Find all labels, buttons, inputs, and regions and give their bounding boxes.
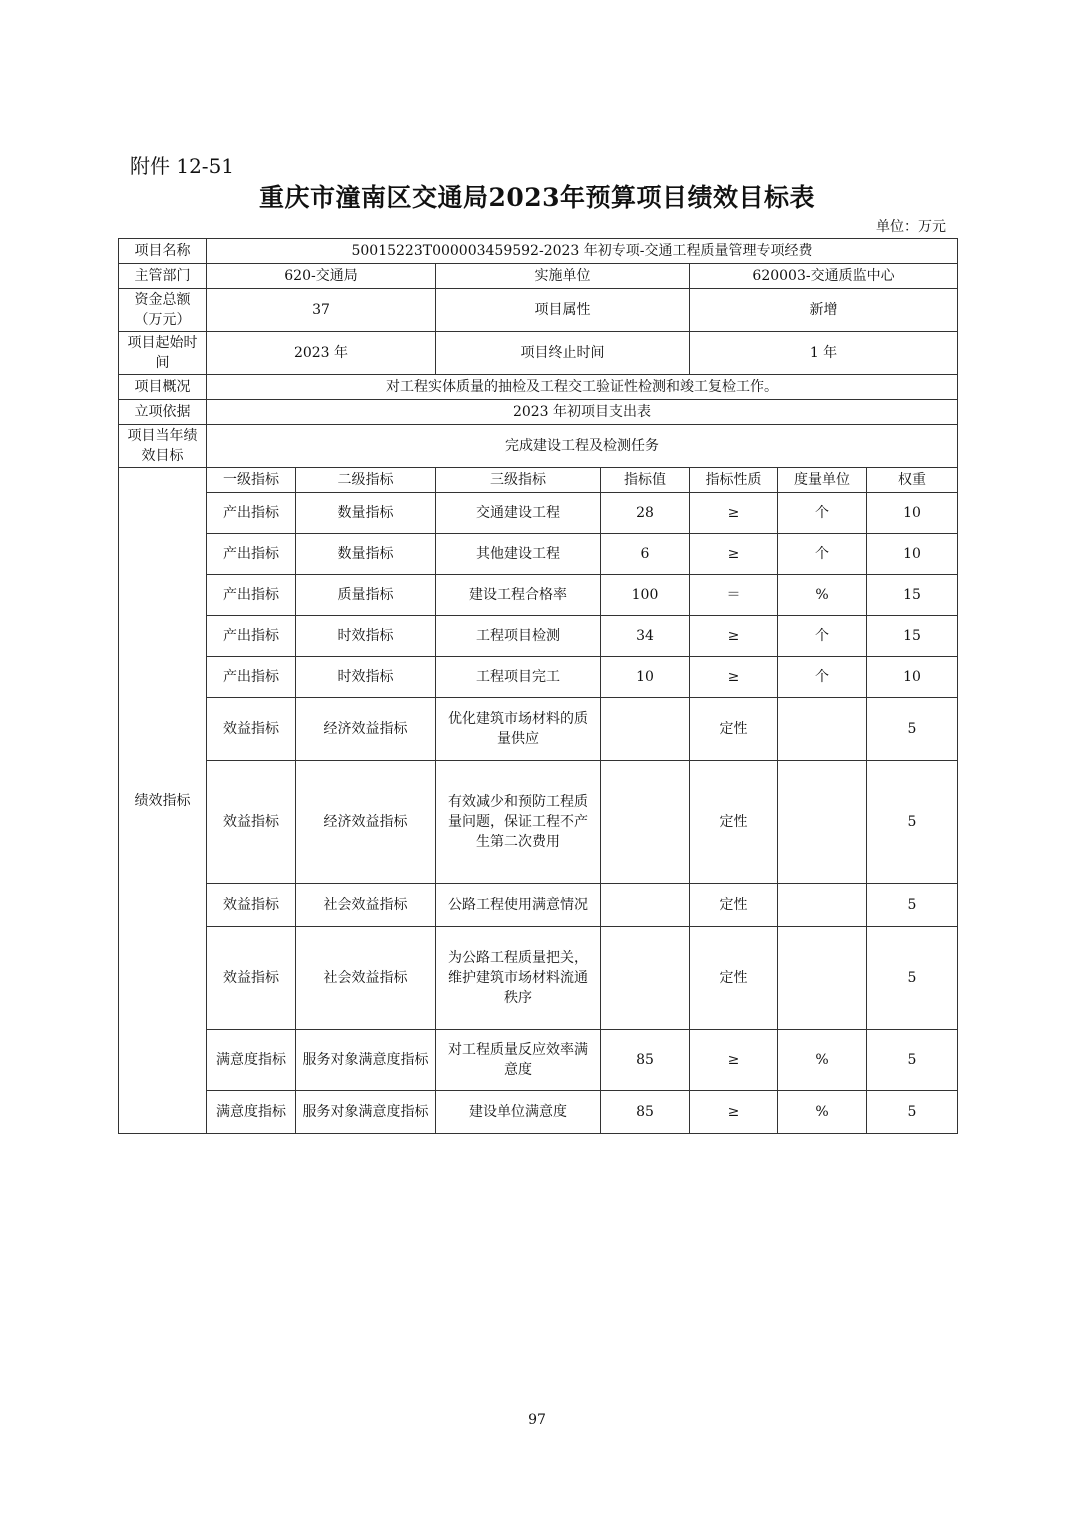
table-row xyxy=(119,657,958,698)
cell-value xyxy=(601,698,690,761)
basis-value: 2023 年初项目支出表 xyxy=(207,400,958,425)
overview-value: 对工程实体质量的抽检及工程交工验证性检测和竣工复检工作。 xyxy=(207,375,958,400)
dept-label: 主管部门 xyxy=(119,264,207,289)
cell-l3: 工程项目检测 xyxy=(436,616,601,657)
cell-nature: ≥ xyxy=(690,493,778,534)
cell-nature: ≥ xyxy=(690,657,778,698)
cell-l1: 产出指标 xyxy=(207,616,296,657)
goal-label: 项目当年绩效目标 xyxy=(119,425,207,468)
cell-l3: 优化建筑市场材料的质量供应 xyxy=(436,698,601,761)
cell-unit: 个 xyxy=(778,534,867,575)
table-row xyxy=(119,761,958,884)
cell-value xyxy=(601,884,690,927)
table-row xyxy=(119,698,958,761)
cell-l2: 服务对象满意度指标 xyxy=(296,1091,436,1134)
cell-l1: 产出指标 xyxy=(207,575,296,616)
indicators-section-label: 绩效指标 xyxy=(119,468,207,1134)
fund-label: 资金总额（万元） xyxy=(119,289,207,332)
cell-value: 28 xyxy=(601,493,690,534)
start-value: 2023 年 xyxy=(207,332,436,375)
header-weight: 权重 xyxy=(867,468,958,493)
cell-l1: 满意度指标 xyxy=(207,1030,296,1091)
table-row xyxy=(119,1030,958,1091)
cell-l1: 产出指标 xyxy=(207,534,296,575)
annex-label: 附件 12-51 xyxy=(130,154,235,178)
cell-l3: 交通建设工程 xyxy=(436,493,601,534)
cell-weight: 10 xyxy=(867,657,958,698)
impl-label: 实施单位 xyxy=(436,264,690,289)
end-value: 1 年 xyxy=(690,332,958,375)
cell-unit xyxy=(778,761,867,884)
table-row xyxy=(119,534,958,575)
header-nature: 指标性质 xyxy=(690,468,778,493)
cell-unit: % xyxy=(778,575,867,616)
cell-l3: 为公路工程质量把关，维护建筑市场材料流通秩序 xyxy=(436,927,601,1030)
project-name-label: 项目名称 xyxy=(119,239,207,264)
cell-l1: 效益指标 xyxy=(207,927,296,1030)
cell-l3: 有效减少和预防工程质量问题，保证工程不产生第二次费用 xyxy=(436,761,601,884)
cell-weight: 5 xyxy=(867,1030,958,1091)
cell-l3: 建设单位满意度 xyxy=(436,1091,601,1134)
cell-value: 10 xyxy=(601,657,690,698)
cell-l2: 数量指标 xyxy=(296,493,436,534)
fund-value: 37 xyxy=(207,289,436,332)
cell-nature: 定性 xyxy=(690,761,778,884)
impl-value: 620003-交通质监中心 xyxy=(690,264,958,289)
basis-label: 立项依据 xyxy=(119,400,207,425)
cell-value: 6 xyxy=(601,534,690,575)
cell-nature: 定性 xyxy=(690,927,778,1030)
cell-unit xyxy=(778,927,867,1030)
cell-weight: 5 xyxy=(867,927,958,1030)
attr-label: 项目属性 xyxy=(436,289,690,332)
cell-l3: 其他建设工程 xyxy=(436,534,601,575)
header-value: 指标值 xyxy=(601,468,690,493)
cell-l1: 满意度指标 xyxy=(207,1091,296,1134)
table-row xyxy=(119,927,958,1030)
cell-nature: ≥ xyxy=(690,616,778,657)
cell-l1: 效益指标 xyxy=(207,884,296,927)
cell-weight: 5 xyxy=(867,761,958,884)
cell-l1: 效益指标 xyxy=(207,761,296,884)
cell-weight: 10 xyxy=(867,534,958,575)
cell-value: 100 xyxy=(601,575,690,616)
project-name-value: 50015223T000003459592-2023 年初专项-交通工程质量管理专项经费 xyxy=(207,239,958,264)
table-row xyxy=(119,616,958,657)
cell-value: 85 xyxy=(601,1091,690,1134)
cell-unit: 个 xyxy=(778,493,867,534)
cell-unit xyxy=(778,698,867,761)
cell-weight: 5 xyxy=(867,884,958,927)
cell-l2: 经济效益指标 xyxy=(296,698,436,761)
cell-l3: 建设工程合格率 xyxy=(436,575,601,616)
cell-l2: 服务对象满意度指标 xyxy=(296,1030,436,1091)
header-unit: 度量单位 xyxy=(778,468,867,493)
cell-l1: 产出指标 xyxy=(207,493,296,534)
cell-weight: 10 xyxy=(867,493,958,534)
attr-value: 新增 xyxy=(690,289,958,332)
dept-value: 620-交通局 xyxy=(207,264,436,289)
cell-value: 85 xyxy=(601,1030,690,1091)
cell-value xyxy=(601,761,690,884)
header-l2: 二级指标 xyxy=(296,468,436,493)
table-row xyxy=(119,493,958,534)
end-label: 项目终止时间 xyxy=(436,332,690,375)
table-row xyxy=(119,575,958,616)
table-row xyxy=(119,1091,958,1134)
table-row xyxy=(119,884,958,927)
cell-l2: 时效指标 xyxy=(296,657,436,698)
cell-l2: 社会效益指标 xyxy=(296,884,436,927)
cell-weight: 5 xyxy=(867,698,958,761)
cell-unit: 个 xyxy=(778,616,867,657)
cell-nature: ≥ xyxy=(690,534,778,575)
cell-l2: 数量指标 xyxy=(296,534,436,575)
start-label: 项目起始时间 xyxy=(119,332,207,375)
overview-label: 项目概况 xyxy=(119,375,207,400)
goal-value: 完成建设工程及检测任务 xyxy=(207,425,958,468)
cell-unit xyxy=(778,884,867,927)
cell-l3: 对工程质量反应效率满意度 xyxy=(436,1030,601,1091)
cell-nature: 定性 xyxy=(690,884,778,927)
cell-l2: 经济效益指标 xyxy=(296,761,436,884)
page-title: 重庆市潼南区交通局2023年预算项目绩效目标表 xyxy=(258,183,816,212)
cell-l2: 社会效益指标 xyxy=(296,927,436,1030)
cell-l2: 质量指标 xyxy=(296,575,436,616)
cell-unit: 个 xyxy=(778,657,867,698)
cell-nature: ≥ xyxy=(690,1030,778,1091)
header-l1: 一级指标 xyxy=(207,468,296,493)
cell-l2: 时效指标 xyxy=(296,616,436,657)
unit-label: 单位：万元 xyxy=(876,219,946,235)
cell-value xyxy=(601,927,690,1030)
performance-table xyxy=(118,238,958,1134)
header-l3: 三级指标 xyxy=(436,468,601,493)
cell-value: 34 xyxy=(601,616,690,657)
cell-unit: % xyxy=(778,1091,867,1134)
page-number: 97 xyxy=(528,1412,546,1428)
cell-weight: 5 xyxy=(867,1091,958,1134)
cell-nature: ＝ xyxy=(690,575,778,616)
cell-l1: 产出指标 xyxy=(207,657,296,698)
cell-l1: 效益指标 xyxy=(207,698,296,761)
cell-nature: 定性 xyxy=(690,698,778,761)
cell-l3: 工程项目完工 xyxy=(436,657,601,698)
cell-weight: 15 xyxy=(867,616,958,657)
cell-l3: 公路工程使用满意情况 xyxy=(436,884,601,927)
cell-weight: 15 xyxy=(867,575,958,616)
cell-unit: % xyxy=(778,1030,867,1091)
cell-nature: ≥ xyxy=(690,1091,778,1134)
